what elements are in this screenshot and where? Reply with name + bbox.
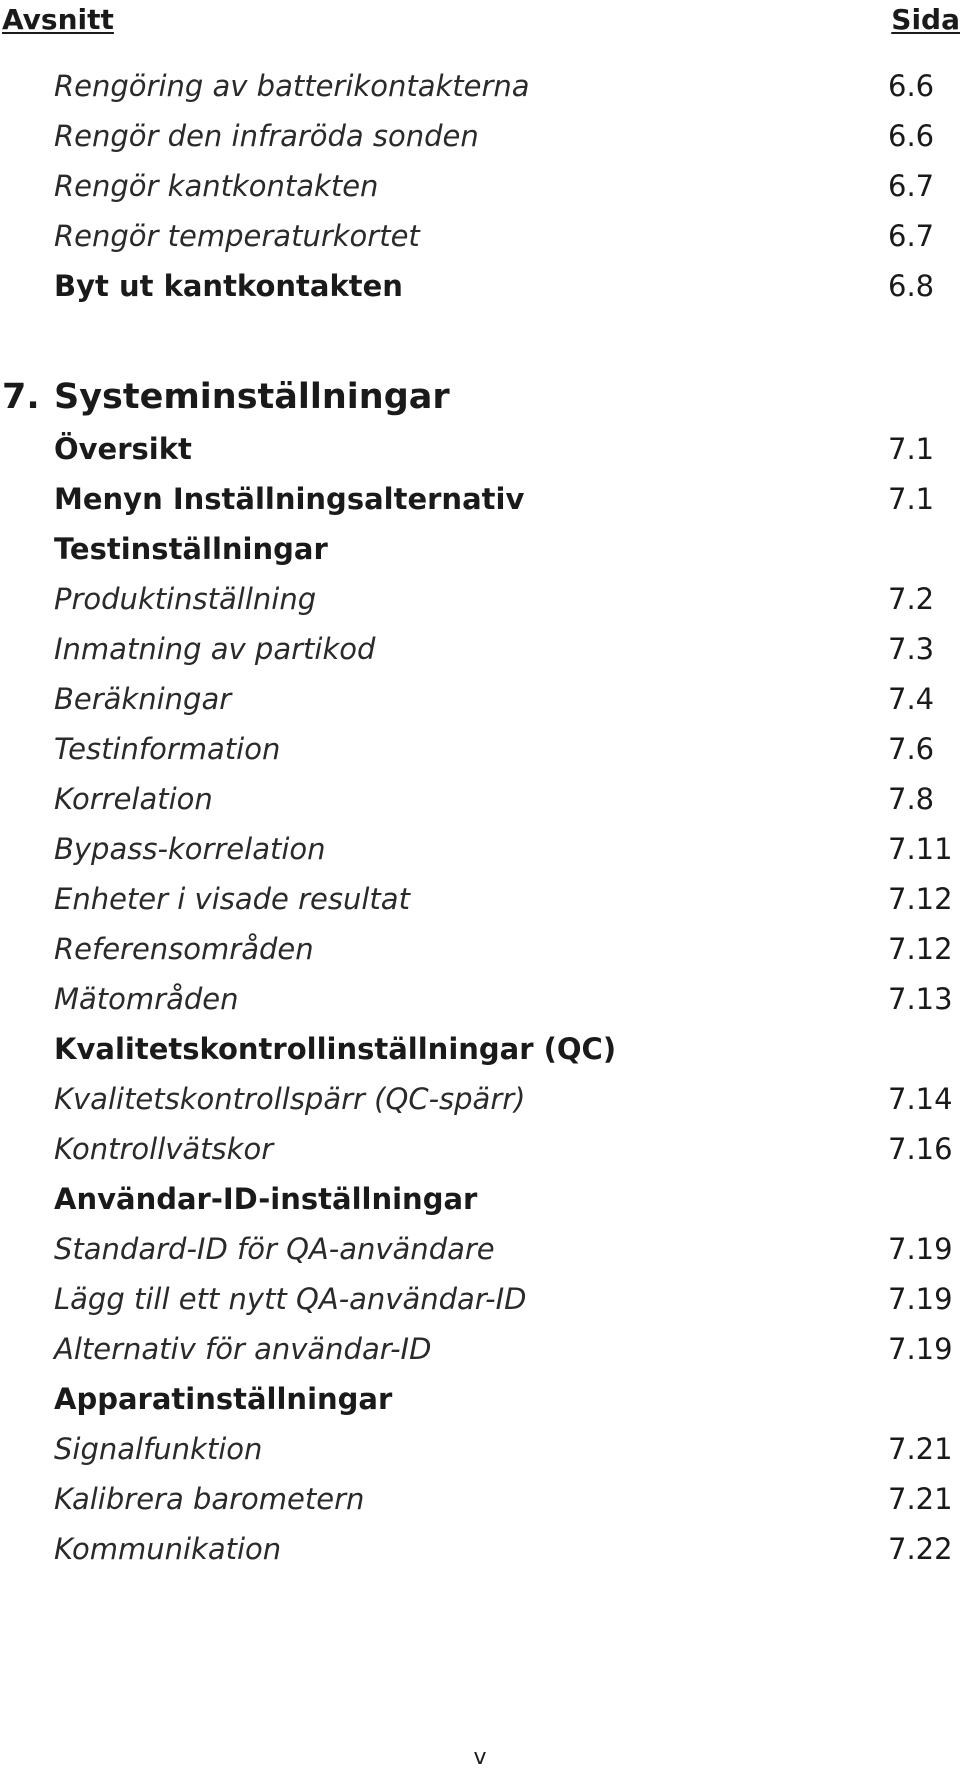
toc-entry bbox=[0, 775, 960, 823]
toc-entry-page-number: 6.6 bbox=[888, 69, 935, 103]
toc-entry-label: Kvalitetskontrollspärr (QC-spärr) bbox=[54, 1082, 526, 1116]
toc-entry-label: Menyn Inställningsalternativ bbox=[54, 482, 525, 516]
toc-entry bbox=[0, 1475, 960, 1523]
toc-entry-label: Beräkningar bbox=[54, 682, 232, 716]
toc-entry-label: Standard-ID för QA-användare bbox=[54, 1232, 495, 1266]
toc-entry-label: Referensområden bbox=[54, 932, 314, 966]
toc-entry-label: Produktinställning bbox=[54, 582, 317, 616]
toc-entry-label: Rengör temperaturkortet bbox=[54, 219, 420, 253]
toc-entry bbox=[0, 262, 960, 310]
toc-entry-label: Kommunikation bbox=[54, 1532, 282, 1566]
toc-entry-label: Kontrollvätskor bbox=[54, 1132, 274, 1166]
toc-entry bbox=[0, 112, 960, 160]
chapter-number: 7. bbox=[2, 377, 40, 417]
toc-entry-label: Lägg till ett nytt QA-användar-ID bbox=[54, 1282, 527, 1316]
toc-entry-label: Användar-ID-inställningar bbox=[54, 1182, 478, 1216]
toc-entry-label: Byt ut kantkontakten bbox=[54, 269, 403, 303]
toc-entry-label: Rengör kantkontakten bbox=[54, 169, 379, 203]
chapter-heading bbox=[0, 372, 960, 422]
toc-header bbox=[0, 0, 960, 40]
toc-entry bbox=[0, 1075, 960, 1123]
toc-entry bbox=[0, 1425, 960, 1473]
toc-entry-page-number: 7.12 bbox=[888, 882, 953, 916]
toc-entry bbox=[0, 62, 960, 110]
toc-entry-page-number: 6.6 bbox=[888, 119, 935, 153]
toc-entry-page-number: 6.7 bbox=[888, 169, 935, 203]
toc-entry bbox=[0, 425, 960, 473]
toc-entry-page-number: 7.16 bbox=[888, 1132, 953, 1166]
toc-entry-label: Kalibrera barometern bbox=[54, 1482, 365, 1516]
toc-entry bbox=[0, 1325, 960, 1373]
toc-entry bbox=[0, 875, 960, 923]
page-column-heading: Sida bbox=[891, 3, 960, 36]
toc-subheading bbox=[0, 1025, 960, 1073]
toc-entry-label: Översikt bbox=[54, 432, 192, 466]
toc-entry bbox=[0, 575, 960, 623]
toc-entry-page-number: 7.11 bbox=[888, 832, 953, 866]
toc-entry-label: Rengöring av batterikontakterna bbox=[54, 69, 530, 103]
toc-subheading bbox=[0, 525, 960, 573]
toc-entry-page-number: 7.2 bbox=[888, 582, 935, 616]
toc-entry-page-number: 7.19 bbox=[888, 1232, 953, 1266]
toc-subheading bbox=[0, 1375, 960, 1423]
section-column-heading: Avsnitt bbox=[2, 3, 114, 36]
toc-entry-page-number: 7.12 bbox=[888, 932, 953, 966]
toc-entry-page-number: 7.8 bbox=[888, 782, 935, 816]
toc-entry-page-number: 6.8 bbox=[888, 269, 935, 303]
toc-entry-label: Apparatinställningar bbox=[54, 1382, 393, 1416]
toc-entry-page-number: 7.6 bbox=[888, 732, 935, 766]
toc-entry bbox=[0, 625, 960, 673]
toc-entry-page-number: 7.21 bbox=[888, 1482, 953, 1516]
toc-entry-label: Testinställningar bbox=[54, 532, 328, 566]
toc-subheading bbox=[0, 1175, 960, 1223]
toc-entry-label: Korrelation bbox=[54, 782, 213, 816]
toc-entry-page-number: 7.19 bbox=[888, 1332, 953, 1366]
toc-entry-page-number: 7.1 bbox=[888, 482, 935, 516]
toc-entry bbox=[0, 162, 960, 210]
toc-entry-page-number: 7.1 bbox=[888, 432, 935, 466]
toc-entry-label: Rengör den infraröda sonden bbox=[54, 119, 479, 153]
toc-entry-label: Kvalitetskontrollinställningar (QC) bbox=[54, 1032, 617, 1066]
toc-entry bbox=[0, 1225, 960, 1273]
toc-entry-label: Testinformation bbox=[54, 732, 281, 766]
toc-entry-label: Alternativ för användar-ID bbox=[54, 1332, 432, 1366]
toc-entry-page-number: 7.22 bbox=[888, 1532, 953, 1566]
toc-entry bbox=[0, 925, 960, 973]
toc-entry-page-number: 6.7 bbox=[888, 219, 935, 253]
toc-entry bbox=[0, 1525, 960, 1573]
toc-entry-page-number: 7.4 bbox=[888, 682, 935, 716]
toc-entry-label: Signalfunktion bbox=[54, 1432, 263, 1466]
chapter-title: Systeminställningar bbox=[54, 377, 450, 417]
toc-entry bbox=[0, 1275, 960, 1323]
toc-entry-label: Enheter i visade resultat bbox=[54, 882, 410, 916]
toc-entry bbox=[0, 725, 960, 773]
toc-entry bbox=[0, 675, 960, 723]
toc-entry bbox=[0, 212, 960, 260]
toc-entry-label: Bypass-korrelation bbox=[54, 832, 326, 866]
toc-entry-label: Mätområden bbox=[54, 982, 239, 1016]
toc-entry bbox=[0, 475, 960, 523]
toc-entry-page-number: 7.14 bbox=[888, 1082, 953, 1116]
toc-entry bbox=[0, 825, 960, 873]
page-number-footer: v bbox=[473, 1745, 487, 1770]
toc-entry-label: Inmatning av partikod bbox=[54, 632, 376, 666]
toc-entry bbox=[0, 1125, 960, 1173]
toc-entry-page-number: 7.19 bbox=[888, 1282, 953, 1316]
toc-entry bbox=[0, 975, 960, 1023]
toc-entry-page-number: 7.13 bbox=[888, 982, 953, 1016]
toc-entry-page-number: 7.3 bbox=[888, 632, 935, 666]
toc-entry-page-number: 7.21 bbox=[888, 1432, 953, 1466]
